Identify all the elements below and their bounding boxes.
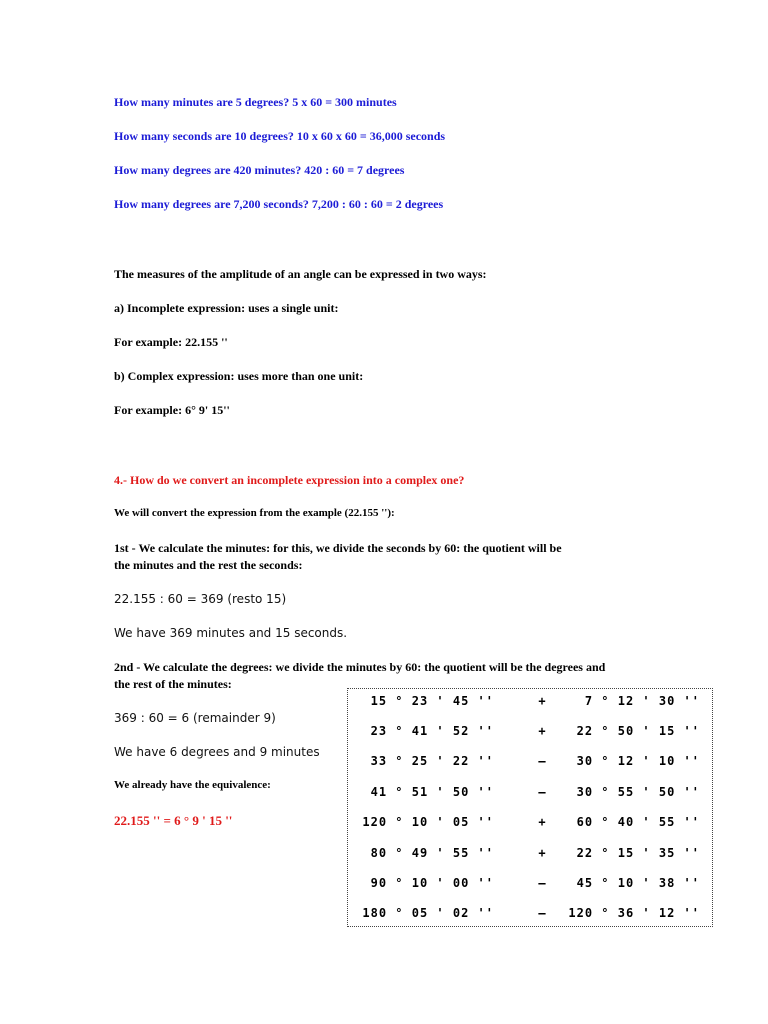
exercise-left-operand: 120 ° 10 ' 05 '' bbox=[362, 815, 494, 829]
result-1: We have 369 minutes and 15 seconds. bbox=[114, 626, 348, 640]
exercise-row bbox=[348, 815, 714, 835]
exercise-row bbox=[348, 876, 714, 896]
calculation-1: 22.155 : 60 = 369 (resto 15) bbox=[114, 592, 287, 606]
incomplete-expression-example: For example: 22.155 '' bbox=[114, 335, 228, 349]
step-1-line-2: the minutes and the rest the seconds: bbox=[114, 558, 303, 572]
exercise-row bbox=[348, 846, 714, 866]
exercise-right-operand: 7 ° 12 ' 30 '' bbox=[584, 694, 700, 708]
exercise-box bbox=[347, 688, 713, 927]
convert-intro: We will convert the expression from the example (22.155 ''): bbox=[114, 507, 395, 519]
exercise-right-operand: 30 ° 55 ' 50 '' bbox=[576, 785, 700, 799]
step-2-line-2: the rest of the minutes: bbox=[114, 677, 232, 691]
exercise-right-operand: 120 ° 36 ' 12 '' bbox=[568, 906, 700, 920]
calculation-2: 369 : 60 = 6 (remainder 9) bbox=[114, 711, 276, 725]
exercise-operator: + bbox=[538, 694, 546, 708]
exercise-left-operand: 41 ° 51 ' 50 '' bbox=[370, 785, 494, 799]
step-1-line-1: 1st - We calculate the minutes: for this, we divide the seconds by 60: the quotient will be bbox=[114, 541, 562, 555]
exercise-row bbox=[348, 694, 714, 714]
step-2-line-1: 2nd - We calculate the degrees: we divide the minutes by 60: the quotient will be the degrees and bbox=[114, 660, 606, 674]
exercise-operator: – bbox=[538, 906, 546, 920]
exercise-row bbox=[348, 785, 714, 805]
question-seconds-10-degrees: How many seconds are 10 degrees? 10 x 60 x 60 = 36,000 seconds bbox=[114, 129, 446, 143]
section-4-heading: 4.- How do we convert an incomplete expression into a complex one? bbox=[114, 473, 465, 487]
exercise-right-operand: 60 ° 40 ' 55 '' bbox=[576, 815, 700, 829]
question-degrees-420-minutes: How many degrees are 420 minutes? 420 : 60 = 7 degrees bbox=[114, 163, 405, 177]
question-minutes-5-degrees: How many minutes are 5 degrees? 5 x 60 = 300 minutes bbox=[114, 95, 397, 109]
exercise-left-operand: 15 ° 23 ' 45 '' bbox=[370, 694, 494, 708]
incomplete-expression-definition: a) Incomplete expression: uses a single unit: bbox=[114, 301, 339, 315]
exercise-row bbox=[348, 724, 714, 744]
exercise-left-operand: 33 ° 25 ' 22 '' bbox=[370, 754, 494, 768]
exercise-row bbox=[348, 754, 714, 774]
equivalence-label: We already have the equivalence: bbox=[114, 779, 271, 791]
question-degrees-7200-seconds: How many degrees are 7,200 seconds? 7,200 : 60 : 60 = 2 degrees bbox=[114, 197, 444, 211]
exercise-left-operand: 23 ° 41 ' 52 '' bbox=[370, 724, 494, 738]
exercise-operator: + bbox=[538, 724, 546, 738]
exercise-right-operand: 30 ° 12 ' 10 '' bbox=[576, 754, 700, 768]
exercise-operator: – bbox=[538, 754, 546, 768]
exercise-right-operand: 22 ° 15 ' 35 '' bbox=[576, 846, 700, 860]
exercise-row bbox=[348, 906, 714, 926]
measures-intro: The measures of the amplitude of an angle can be expressed in two ways: bbox=[114, 267, 487, 281]
exercise-left-operand: 180 ° 05 ' 02 '' bbox=[362, 906, 494, 920]
exercise-left-operand: 90 ° 10 ' 00 '' bbox=[370, 876, 494, 890]
exercise-right-operand: 22 ° 50 ' 15 '' bbox=[576, 724, 700, 738]
exercise-operator: + bbox=[538, 815, 546, 829]
exercise-operator: – bbox=[538, 785, 546, 799]
complex-expression-example: For example: 6° 9' 15'' bbox=[114, 403, 230, 417]
exercise-right-operand: 45 ° 10 ' 38 '' bbox=[576, 876, 700, 890]
equivalence-result: 22.155 '' = 6 ° 9 ' 15 '' bbox=[114, 813, 233, 828]
exercise-left-operand: 80 ° 49 ' 55 '' bbox=[370, 846, 494, 860]
exercise-operator: + bbox=[538, 846, 546, 860]
result-2: We have 6 degrees and 9 minutes bbox=[114, 745, 320, 759]
exercise-operator: – bbox=[538, 876, 546, 890]
complex-expression-definition: b) Complex expression: uses more than one unit: bbox=[114, 369, 364, 383]
